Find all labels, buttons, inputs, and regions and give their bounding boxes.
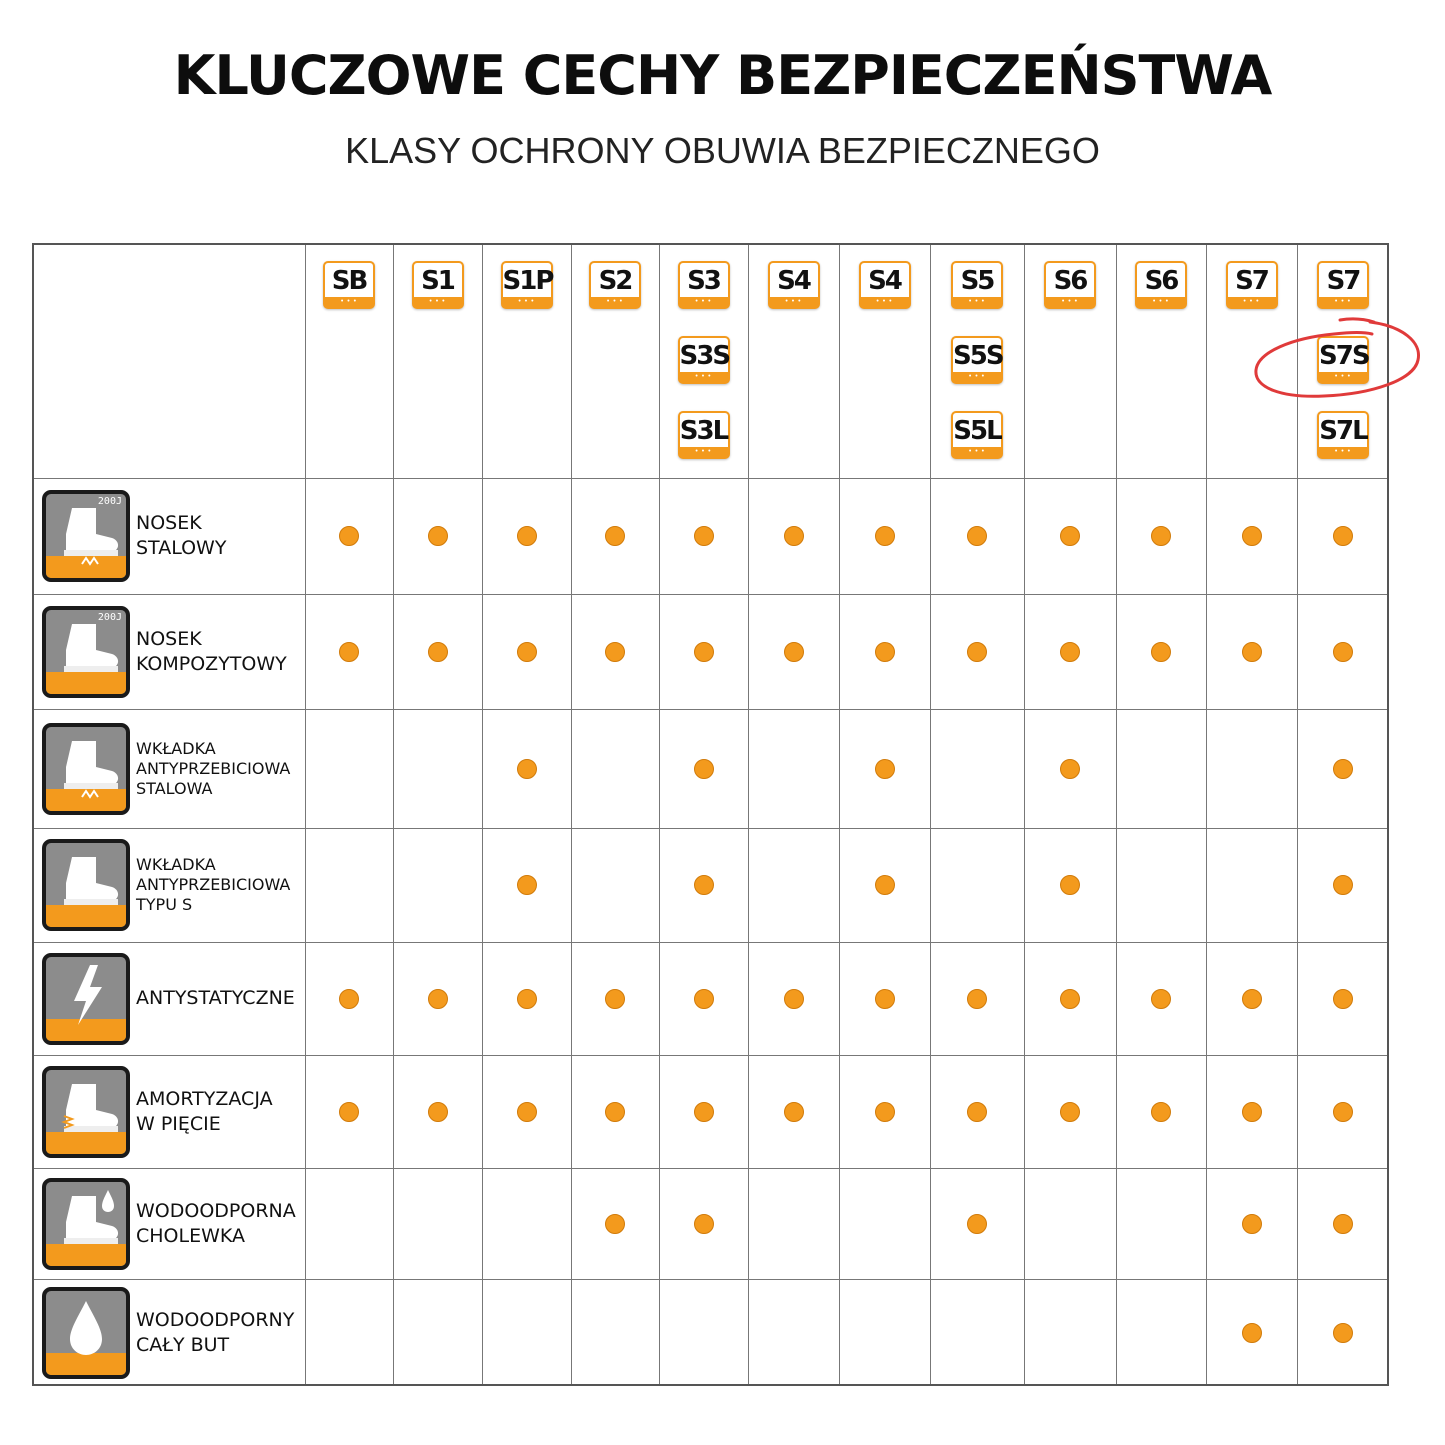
feature-dot — [784, 526, 804, 546]
feature-dot — [1333, 642, 1353, 662]
class-badge-label: SB — [331, 266, 367, 296]
class-badge-dots: • • • — [1243, 298, 1260, 305]
row-divider — [34, 828, 1387, 829]
class-badge-label: S7 — [1326, 266, 1360, 296]
class-badge-dots: • • • — [518, 298, 535, 305]
feature-dot — [1333, 875, 1353, 895]
class-badge-dots: • • • — [1061, 298, 1079, 305]
row-divider — [34, 709, 1387, 710]
feature-dot — [694, 642, 714, 662]
column-divider — [571, 245, 572, 1384]
feature-dot — [875, 989, 895, 1009]
feature-dot — [1333, 1323, 1353, 1343]
class-badge-label: S1P — [502, 266, 553, 296]
class-badge-dots: • • • — [695, 448, 712, 455]
class-badge-label: S4 — [868, 266, 901, 296]
class-badge-label: S2 — [598, 266, 632, 296]
class-badge-dots: • • • — [876, 298, 893, 305]
textile-midsole-boot-icon — [42, 839, 130, 931]
column-divider — [659, 245, 660, 1384]
column-divider — [930, 245, 931, 1384]
feature-dot — [605, 642, 625, 662]
column-divider — [1024, 245, 1025, 1384]
class-badge-s2 — [589, 261, 641, 309]
feature-dot — [1242, 526, 1262, 546]
feature-dot — [1060, 1102, 1080, 1122]
water-drop-icon-drawing — [46, 1291, 126, 1375]
class-badge-dots: • • • — [340, 298, 358, 305]
class-badge-dots: • • • — [695, 298, 712, 305]
feature-dot — [339, 1102, 359, 1122]
textile-midsole-boot-icon-drawing — [46, 843, 126, 927]
feature-dot — [694, 989, 714, 1009]
column-divider — [839, 245, 840, 1384]
feature-dot — [875, 1102, 895, 1122]
class-badge-sb — [323, 261, 375, 309]
feature-label: WODOODPORNY CAŁY BUT — [136, 1308, 295, 1356]
class-badge-s3s — [678, 336, 730, 384]
class-badge-label: S6 — [1053, 266, 1087, 296]
class-badge-label: S3L — [679, 416, 728, 446]
feature-dot — [1333, 1102, 1353, 1122]
feature-dot — [605, 1102, 625, 1122]
icon-energy-label: 200J — [97, 496, 122, 507]
steel-midsole-boot-icon — [42, 723, 130, 815]
feature-dot — [605, 989, 625, 1009]
row-divider — [34, 1279, 1387, 1280]
class-badge-label: S7L — [1319, 416, 1367, 446]
feature-dot — [1060, 642, 1080, 662]
class-badge-label: S7S — [1319, 341, 1369, 371]
feature-dot — [517, 875, 537, 895]
class-badge-s7 — [1317, 261, 1369, 309]
page-subtitle: KLASY OCHRONY OBUWIA BEZPIECZNEGO — [345, 130, 1100, 171]
class-badge-dots: • • • — [968, 298, 986, 305]
feature-dot — [1060, 989, 1080, 1009]
class-badge-label: S4 — [777, 266, 810, 296]
composite-toe-boot-icon — [42, 606, 130, 698]
class-badge-label: S5L — [953, 416, 1001, 446]
feature-dot — [339, 989, 359, 1009]
class-badge-s6 — [1135, 261, 1187, 309]
class-badge-label: S3S — [679, 341, 730, 371]
feature-dot — [967, 1102, 987, 1122]
feature-dot — [428, 642, 448, 662]
class-badge-dots: • • • — [1334, 448, 1352, 455]
heel-spring-boot-icon-drawing — [46, 1070, 126, 1154]
column-divider — [1206, 245, 1207, 1384]
feature-dot — [1242, 642, 1262, 662]
feature-label: WKŁADKA ANTYPRZEBICIOWA TYPU S — [136, 855, 291, 914]
class-badge-s6 — [1044, 261, 1096, 309]
class-badge-label: S1 — [421, 266, 454, 296]
feature-dot — [967, 989, 987, 1009]
steel-toe-boot-icon — [42, 490, 130, 582]
feature-dot — [875, 875, 895, 895]
class-badge-dots: • • • — [1334, 298, 1352, 305]
class-badge-label: S5 — [960, 266, 994, 296]
feature-dot — [517, 642, 537, 662]
class-badge-dots: • • • — [1334, 373, 1352, 380]
row-divider — [34, 1168, 1387, 1169]
lightning-icon — [42, 953, 130, 1045]
heel-spring-boot-icon — [42, 1066, 130, 1158]
class-badge-label: S7 — [1235, 266, 1268, 296]
water-drop-boot-icon — [42, 1178, 130, 1270]
feature-label: WKŁADKA ANTYPRZEBICIOWA STALOWA — [136, 738, 291, 798]
feature-dot — [339, 526, 359, 546]
feature-dot — [694, 526, 714, 546]
class-badge-dots: • • • — [1152, 298, 1170, 305]
feature-dot — [1151, 526, 1171, 546]
column-divider — [305, 245, 306, 1384]
feature-dot — [784, 1102, 804, 1122]
class-badge-s5s — [951, 336, 1003, 384]
feature-dot — [967, 526, 987, 546]
class-badge-s3 — [678, 261, 730, 309]
feature-dot — [1242, 989, 1262, 1009]
feature-dot — [875, 526, 895, 546]
feature-dot — [517, 759, 537, 779]
row-divider — [34, 1055, 1387, 1056]
feature-dot — [339, 642, 359, 662]
feature-dot — [428, 526, 448, 546]
class-badge-dots: • • • — [606, 298, 624, 305]
feature-dot — [1333, 989, 1353, 1009]
feature-dot — [967, 642, 987, 662]
class-badge-dots: • • • — [785, 298, 802, 305]
class-badge-dots: • • • — [968, 448, 986, 455]
water-drop-icon — [42, 1287, 130, 1379]
feature-dot — [517, 1102, 537, 1122]
feature-dot — [1060, 875, 1080, 895]
feature-dot — [694, 1102, 714, 1122]
class-badge-s3l — [678, 411, 730, 459]
steel-midsole-boot-icon-drawing — [46, 727, 126, 811]
feature-label: WODOODPORNA CHOLEWKA — [136, 1199, 296, 1247]
page-title: KLUCZOWE CECHY BEZPIECZEŃSTWA — [173, 44, 1272, 107]
feature-dot — [1333, 526, 1353, 546]
feature-dot — [875, 642, 895, 662]
class-badge-s1 — [412, 261, 464, 309]
feature-dot — [1333, 1214, 1353, 1234]
feature-dot — [967, 1214, 987, 1234]
feature-label: NOSEK STALOWY — [136, 512, 227, 559]
feature-dot — [517, 989, 537, 1009]
feature-dot — [875, 759, 895, 779]
feature-label: AMORTYZACJA W PIĘCIE — [136, 1087, 273, 1135]
feature-label: NOSEK KOMPOZYTOWY — [136, 627, 287, 675]
feature-dot — [784, 989, 804, 1009]
class-badge-s5l — [951, 411, 1003, 459]
row-divider — [34, 942, 1387, 943]
class-badge-dots: • • • — [429, 298, 446, 305]
feature-dot — [517, 526, 537, 546]
feature-dot — [1151, 1102, 1171, 1122]
feature-dot — [784, 642, 804, 662]
feature-dot — [1242, 1323, 1262, 1343]
feature-dot — [1242, 1102, 1262, 1122]
class-badge-label: S6 — [1144, 266, 1178, 296]
class-badge-s1p — [501, 261, 553, 309]
highlight-circle — [1252, 316, 1424, 402]
feature-dot — [694, 759, 714, 779]
column-divider — [748, 245, 749, 1384]
feature-dot — [694, 875, 714, 895]
feature-dot — [605, 1214, 625, 1234]
row-divider — [34, 594, 1387, 595]
class-badge-s7l — [1317, 411, 1369, 459]
lightning-icon-drawing — [46, 957, 126, 1041]
class-badge-dots: • • • — [695, 373, 712, 380]
feature-dot — [1333, 759, 1353, 779]
feature-label: ANTYSTATYCZNE — [136, 987, 295, 1009]
feature-dot — [1242, 1214, 1262, 1234]
column-divider — [1116, 245, 1117, 1384]
column-divider — [393, 245, 394, 1384]
feature-dot — [1060, 526, 1080, 546]
class-badge-s4 — [859, 261, 911, 309]
class-badge-s5 — [951, 261, 1003, 309]
water-drop-boot-icon-drawing — [46, 1182, 126, 1266]
class-badge-s4 — [768, 261, 820, 309]
feature-dot — [1151, 989, 1171, 1009]
class-badge-label: S5S — [953, 341, 1003, 371]
class-badge-dots: • • • — [968, 373, 986, 380]
safety-class-table — [32, 243, 1389, 1386]
column-divider — [1297, 245, 1298, 1384]
feature-dot — [1060, 759, 1080, 779]
column-divider — [482, 245, 483, 1384]
feature-dot — [605, 526, 625, 546]
row-divider — [34, 478, 1387, 479]
feature-dot — [428, 989, 448, 1009]
class-badge-s7 — [1226, 261, 1278, 309]
class-badge-label: S3 — [687, 266, 720, 296]
icon-energy-label: 200J — [97, 611, 122, 623]
feature-dot — [694, 1214, 714, 1234]
feature-dot — [1151, 642, 1171, 662]
feature-dot — [428, 1102, 448, 1122]
